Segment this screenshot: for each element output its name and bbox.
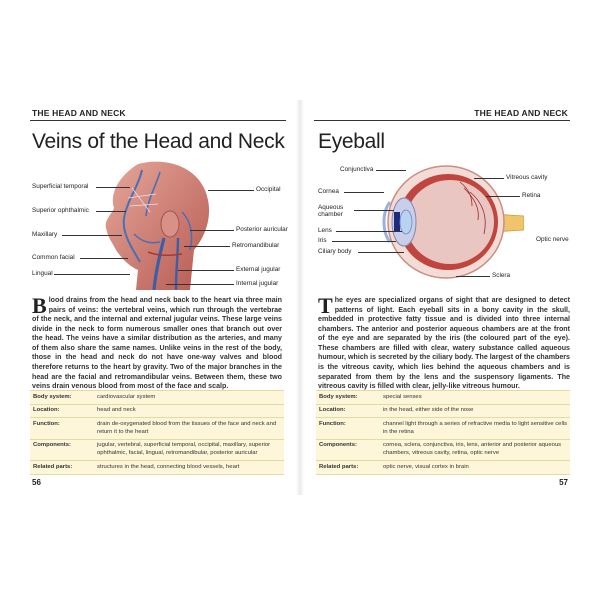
- section-header: THE HEAD AND NECK: [474, 108, 568, 118]
- label-posterior-auricular: Posterior auricular: [236, 226, 288, 233]
- table-value: head and neck: [94, 404, 284, 418]
- label-lens: Lens: [318, 227, 332, 234]
- info-table: [316, 390, 570, 475]
- label-aqueous-chamber: Aqueous chamber: [318, 204, 344, 219]
- table-row: [316, 391, 570, 404]
- body-text: [318, 293, 570, 392]
- left-page: [10, 100, 294, 495]
- body-text: [32, 293, 282, 392]
- drop-cap: T: [318, 293, 333, 318]
- page-title: Veins of the Head and Neck: [32, 130, 285, 153]
- label-internal-jugular: Internal jugular: [236, 280, 279, 287]
- page-number: 57: [559, 478, 568, 487]
- label-lingual: Lingual: [32, 270, 53, 277]
- body-paragraph: he eyes are specialized organs of sight that are designed to detect patterns of light. Each eyeball sits in a bony cavity in the skull, embedded in protective fatty tissue and is divided into three internal chambers. The anterior and posterior aqueous chambers are at the front of the eye and are separated by the iris (the coloured part of the eye). These chambers are filled with clear, watery substance called aqueous humour, which is secreted by the ciliary body. The largest of the chambers is the vitreous cavity, which lies behind the aqueous chambers and is separated from them by the lens and the suspensory ligaments. The vitreous cavity is filled with clear, jelly-like vitreous humour.: [318, 296, 570, 391]
- page-number: 56: [32, 478, 41, 487]
- label-maxillary: Maxillary: [32, 231, 58, 238]
- table-value: optic nerve, visual cortex in brain: [380, 461, 570, 475]
- label-optic-nerve: Optic nerve: [536, 236, 569, 243]
- table-value: channel light through a series of refractive media to light sensitive cells in the retina: [380, 418, 570, 439]
- info-table: [30, 390, 284, 475]
- table-row: [316, 461, 570, 475]
- label-common-facial: Common facial: [32, 254, 75, 261]
- table-row: [30, 418, 284, 439]
- label-superior-ophthalmic: Superior ophthalmic: [32, 207, 89, 214]
- table-row: [316, 404, 570, 418]
- right-page: [306, 100, 590, 495]
- table-key: Components:: [316, 439, 380, 460]
- label-conjunctiva: Conjunctiva: [340, 166, 374, 173]
- table-row: [30, 439, 284, 460]
- table-key: Location:: [30, 404, 94, 418]
- table-row: [316, 418, 570, 439]
- page-title: Eyeball: [318, 130, 385, 153]
- table-value: cornea, sclera, conjunctiva, iris, lens, anterior and posterior aqueous chambers, vitreous cavity, retina, optic nerve: [380, 439, 570, 460]
- table-key: Function:: [316, 418, 380, 439]
- table-key: Body system:: [316, 391, 380, 404]
- eyeball-illustration: [374, 158, 524, 284]
- table-row: [30, 404, 284, 418]
- table-key: Related parts:: [316, 461, 380, 475]
- label-occipital: Occipital: [256, 186, 281, 193]
- label-retina: Retina: [522, 192, 541, 199]
- header-rule: [314, 120, 570, 121]
- table-value: jugular, vertebral, superficial temporal, occipital, maxillary, superior ophthalmic, facial, lingual, retromandibular, posterior auricular: [94, 439, 284, 460]
- label-retromandibular: Retromandibular: [232, 242, 280, 249]
- label-vitreous-cavity: Vitreous cavity: [506, 174, 548, 181]
- label-external-jugular: External jugular: [236, 266, 281, 273]
- book-gutter: [296, 100, 304, 495]
- table-value: structures in the head, connecting blood vessels, heart: [94, 461, 284, 475]
- label-iris: Iris: [318, 237, 327, 244]
- table-key: Related parts:: [30, 461, 94, 475]
- header-rule: [30, 120, 286, 121]
- table-key: Function:: [30, 418, 94, 439]
- table-row: [30, 461, 284, 475]
- label-cornea: Cornea: [318, 188, 339, 195]
- label-superficial-temporal: Superficial temporal: [32, 183, 89, 190]
- label-sclera: Sclera: [492, 272, 511, 279]
- table-value: drain de-oxygenated blood from the tissues of the face and neck and return it to the heart: [94, 418, 284, 439]
- drop-cap: B: [32, 293, 47, 318]
- label-ciliary-body: Ciliary body: [318, 248, 352, 255]
- body-paragraph: lood drains from the head and neck back to the heart via three main pairs of veins: the vertebral veins, which run through the vertebrae of the neck, and the internal and external jugular veins. These large veins divide in the neck to form numerous smaller ones that branch out over the head. The veins have a similar distribution as the arteries, and many of them also share the same names. Unlike veins in the rest of the body, those in the head and neck do not have one-way valves and blood therefore returns to the heart by gravity. Two of the major branches in the head are the facial and retromandibular veins. Between them, these two veins drain venous blood from most of the face and scalp.: [32, 296, 282, 391]
- section-header: THE HEAD AND NECK: [32, 108, 126, 118]
- table-row: [30, 391, 284, 404]
- table-value: in the head, either side of the nose: [380, 404, 570, 418]
- table-value: cardiovascular system: [94, 391, 284, 404]
- table-value: special senses: [380, 391, 570, 404]
- table-key: Body system:: [30, 391, 94, 404]
- table-key: Location:: [316, 404, 380, 418]
- table-row: [316, 439, 570, 460]
- table-key: Components:: [30, 439, 94, 460]
